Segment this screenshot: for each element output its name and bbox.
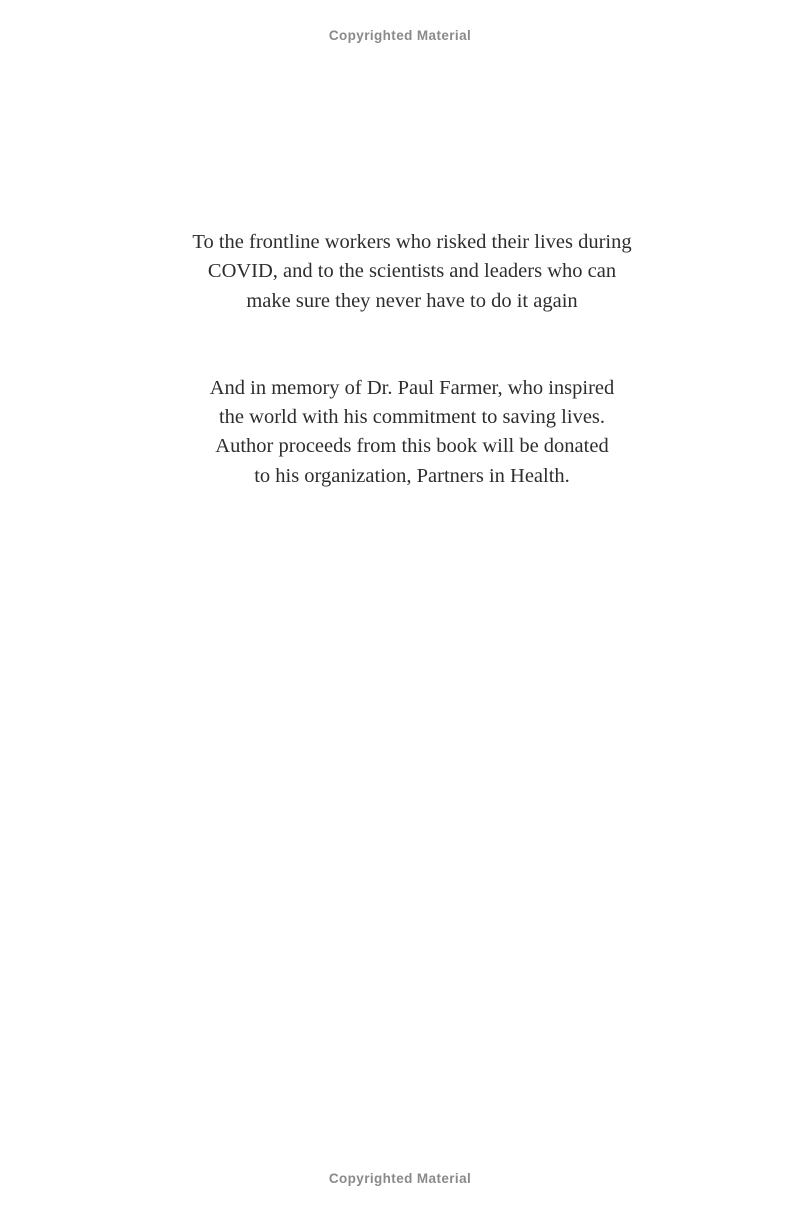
- dedication-line: COVID, and to the scientists and leaders who can: [207, 260, 617, 283]
- dedication-line: Author proceeds from this book will be donated: [215, 435, 609, 458]
- dedication-line: to his organization, Partners in Health.: [254, 464, 570, 487]
- dedication-line: make sure they never have to do it again: [246, 289, 578, 312]
- copyright-banner-bottom: Copyrighted Material: [328, 1171, 472, 1186]
- dedication-text: [24, 228, 800, 491]
- dedication-line: To the frontline workers who risked their lives during: [192, 231, 632, 253]
- dedication-line: And in memory of Dr. Paul Farmer, who inspired: [209, 376, 615, 399]
- dedication-paragraph-1: [24, 228, 800, 316]
- dedication-paragraph-2: [24, 374, 800, 491]
- copyright-banner-top: Copyrighted Material: [328, 28, 472, 43]
- dedication-line: the world with his commitment to saving lives.: [218, 406, 606, 429]
